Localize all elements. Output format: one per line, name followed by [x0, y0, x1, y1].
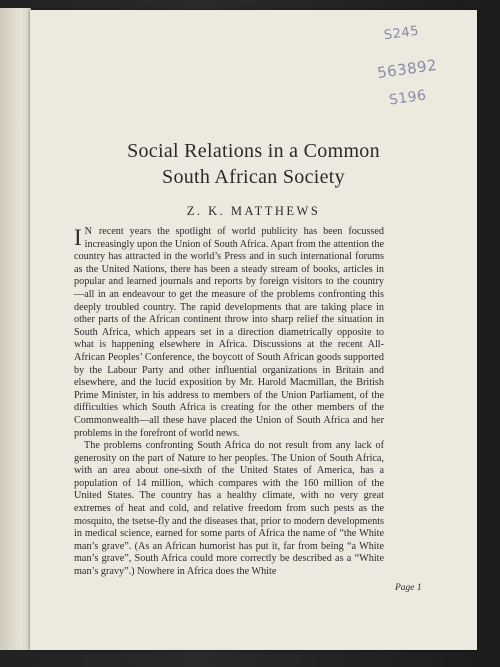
title-line: South African Society: [162, 166, 345, 188]
page-number: Page 1: [395, 583, 422, 593]
paragraph: The problems confronting South Africa do not result from any lack of generosity on the part of Nature to her peoples. The Union of South Africa, with an area about one-sixth of the United States of America, has a population of 14 million, which compares with the 160 million of the United States. The country has a healthy climate, with no very great extremes of heat and cold, and relative freedom from such pests as the mosquito, the tsetse-fly and the diseases that, prior to modern developments in medical science, earned for some parts of Africa the name of “the White man’s grave”. (As an African humorist has put it, far from being “a White man’s grave”, South Africa could more correctly be described as a “White man’s gravy”.) Nowhere in Africa does the White: [74, 440, 384, 578]
article-body: [74, 226, 384, 579]
paragraph: [74, 226, 384, 440]
previous-page-edge: [0, 8, 31, 650]
drop-cap: I: [74, 225, 82, 250]
pencil-annotation: 563892: [375, 55, 438, 83]
title-line: Social Relations in a Common: [127, 140, 380, 162]
pencil-annotation: S196: [388, 87, 428, 109]
article-title: [30, 138, 477, 190]
first-word: N: [84, 226, 93, 237]
author-name: Z. K. MATTHEWS: [186, 204, 321, 218]
paragraph-text: recent years the spotlight of world publicity has been focussed increasingly upon the Union of South Africa. Apart from the attention the country has attracted in the world’s Press and in such international forums as the United Nations, there has been a steady stream of books, articles in popular and learned journals and reports by foreign visitors to the country—all in an endeavour to get the measure of the problems confronting this deeply troubled country. The rapid developments that are taking place in other parts of the African continent throw into sharp relief the situation in South Africa, which appears set in a direction diametrically opposite to what is happening elsewhere in Africa. Discussions at the recent All-African Peoples’ Conference, the boycott of South African goods supported by the Labour Party and other influential organizations in Britain and elsewhere, and the lucid exposition by Mr. Harold Macmillan, the British Prime Minister, in his address to members of the Union Parliament, of the difficulties which South Africa is creating for the other members of the Commonwealth—all these have placed the Union of South Africa and her problems in the forefront of world news.: [74, 226, 385, 439]
pencil-annotation: S245: [383, 23, 420, 44]
